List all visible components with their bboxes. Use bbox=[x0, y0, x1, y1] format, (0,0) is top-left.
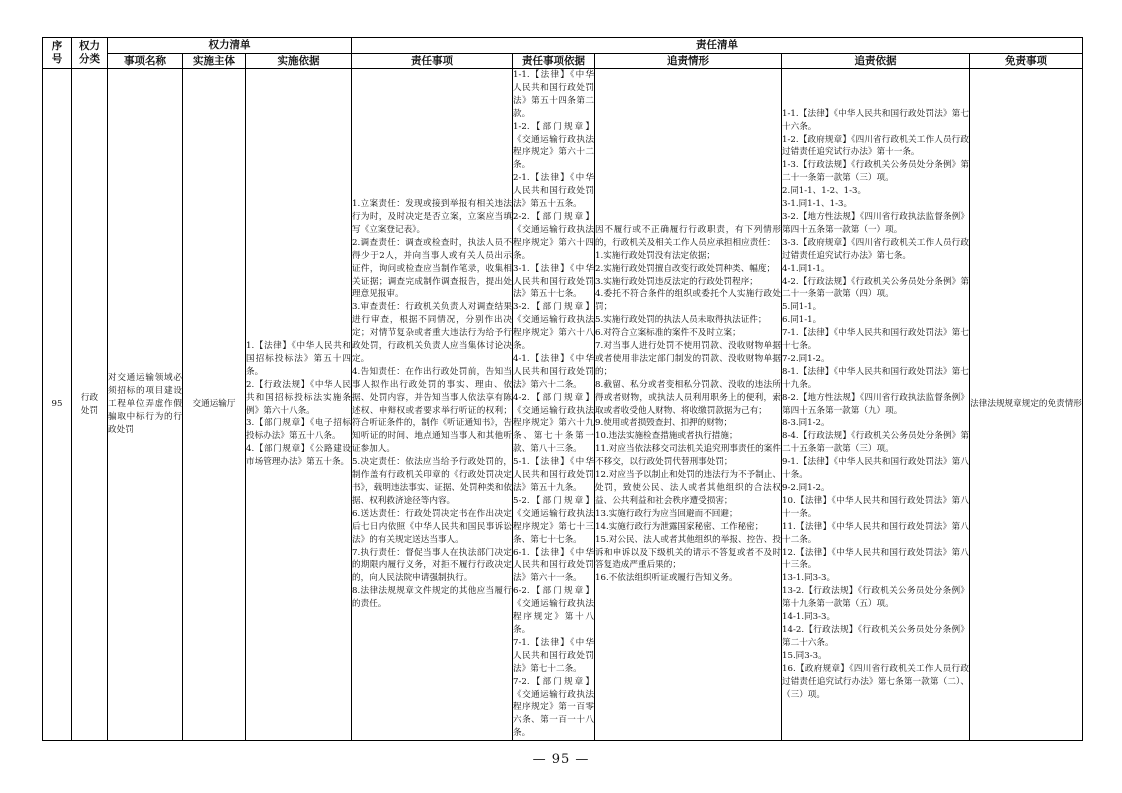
page-number: — 95 — bbox=[532, 752, 590, 767]
cell-category: 行政 处罚 bbox=[72, 69, 108, 741]
cell-exemption: 法律法规规章规定的免责情形 bbox=[970, 69, 1083, 741]
cell-acc-basis: 1-1.【法律】《中华人民共和国行政处罚法》第七十六条。 1-2.【政府规章】《四川省行政机关工作人员行政过错责任追究试行办法》第十一条。 1-3.【行政法规】《行政机关公务员处分条例》第二十一条第一款第（三）项。 2.同1-1、1-2、1-3。 3-1.同1-1、1-3。 3-2.【地方性法规】《四川省行政执法监督条例》第四十五条第一款第（一）项。 3-3.【政府规章】《四川省行政机关工作人员行政过错责任追究试行办法》第七条。 4-1.同1-1。 4-2.【行政法规】《行政机关公务员处分条例》第二十一条第一款第（四）项。 5.同1-1。 6.同1-1。 7-1.【法律】《中华人民共和国行政处罚法》第七十七条。 7-2.同1-2。 8-1.【法律】《中华人民共和国行政处罚法》第七十九条。 8-2.【地方性法规】《四川省行政执法监督条例》第四十五条第一款第（九）项。 8-3.同1-2。 8-4.【行政法规】《行政机关公务员处分条例》第二十五条第一款第（三）项。 9-1.【法律】《中华人民共和国行政处罚法》第八十条。 9-2.同1-2。 10.【法律】《中华人民共和国行政处罚法》第八十一条。 11.【法律】《中华人民共和国行政处罚法》第八十二条。 12.【法律】《中华人民共和国行政处罚法》第八十三条。 13-1.同3-3。 13-2.【行政法规】《行政机关公务员处分条例》第十九条第一款第（五）项。 14-1.同3-3。 14-2.【行政法规】《行政机关公务员处分条例》第二十六条。 15.同3-3。 16.【政府规章】《四川省行政机关工作人员行政过错责任追究试行办法》第七条第一款第（二）、（三）项。 bbox=[782, 69, 970, 741]
cell-basis: 1.【法律】《中华人民共和国招标投标法》第五十四条。 2.【行政法规】《中华人民共和国招标投标法实施条例》第六十八条。 3.【部门规章】《电子招标投标办法》第五十八条。 4.【部门规章】《公路建设市场管理办法》第五十条。 bbox=[246, 69, 352, 741]
header-resp-basis: 责任事项依据 bbox=[513, 54, 595, 69]
header-accountability: 追责情形 bbox=[595, 54, 782, 69]
header-subject: 实施主体 bbox=[183, 54, 246, 69]
header-power-list: 权力清单 bbox=[108, 38, 352, 54]
cell-seq: 95 bbox=[43, 69, 72, 741]
header-seq: 序 号 bbox=[43, 38, 72, 69]
header-acc-basis: 追责依据 bbox=[782, 54, 970, 69]
cell-accountability: 因不履行或不正确履行行政职责，有下列情形的，行政机关及相关工作人员应承担相应责任： 1.实施行政处罚没有法定依据； 2.实施行政处罚擅自改变行政处罚种类、幅度； 3.实施行政处罚违反法定的行政处罚程序； 4.委托不符合条件的组织或委托个人实施行政处罚； 5.实施行政处罚的执法人员未取得执法证件； 6.对符合立案标准的案件不及时立案； 7.对当事人进行处罚不使用罚款、没收财物单据或者使用非法定部门制发的罚款、没收财物单据的； 8.截留、私分或者变相私分罚款、没收的违法所得或者财物，或执法人员利用职务上的便利，索取或者收受他人财物、将收缴罚款据为己有； 9.使用或者损毁查封、扣押的财物； 10.违法实施检查措施或者执行措施； 11.对应当依法移交司法机关追究刑事责任的案件不移交，以行政处罚代替刑事处罚； 12.对应当予以制止和处罚的违法行为不予制止、处罚，致使公民、法人或者其他组织的合法权益、公共利益和社会秩序遭受损害； 13.实施行政行为应当回避而不回避； 14.实施行政行为泄露国家秘密、工作秘密； 15.对公民、法人或者其他组织的举报、控告、投诉和申诉以及下级机关的请示不答复或者不及时答复造成严重后果的； 16.不依法组织听证或履行告知义务。 bbox=[595, 69, 782, 741]
table-row bbox=[43, 69, 1083, 741]
cell-resp-basis: 1-1.【法律】《中华人民共和国行政处罚法》第五十四条第二款。 1-2.【部门规章】《交通运输行政执法程序规定》第六十二条。 2-1.【法律】《中华人民共和国行政处罚法》第五十五条。 2-2.【部门规章】《交通运输行政执法程序规定》第六十四条。 3-1.【法律】《中华人民共和国行政处罚法》第五十七条。 3-2.【部门规章】《交通运输行政执法程序规定》第六十八条。 4-1.【法律】《中华人民共和国行政处罚法》第六十二条。 4-2.【部门规章】《交通运输行政执法程序规定》第六十九条、第七十条第一款、第八十三条。 5-1.【法律】《中华人民共和国行政处罚法》第五十九条。 5-2.【部门规章】《交通运输行政执法程序规定》第七十三条、第七十七条。 6-1.【法律】《中华人民共和国行政处罚法》第六十一条。 6-2.【部门规章】《交通运输行政执法程序规定》第十八条。 7-1.【法律】《中华人民共和国行政处罚法》第七十二条。 7-2.【部门规章】《交通运输行政执法程序规定》第一百零六条、第一百一十八条。 bbox=[513, 69, 595, 741]
responsibility-table bbox=[42, 37, 1083, 741]
header-item-name: 事项名称 bbox=[108, 54, 183, 69]
cell-resp-item: 1.立案责任：发现或接到举报有相关违法行为时，及时决定是否立案，立案应当填写《立案登记表》。 2.调查责任：调查或检查时，执法人员不得少于2人，并向当事人或有关人员出示证件，询问或检查应当制作笔录，收集相关证据；调查完成制作调查报告，提出处理意见报审。 3.审查责任：行政机关负责人对调查结果进行审查，根据不同情况，分别作出决定；对情节复杂或者重大违法行为给予行政处罚，行政机关负责人应当集体讨论决定。 4.告知责任：在作出行政处罚前，告知当事人拟作出行政处罚的事实、理由、依据、处罚内容，并告知当事人依法享有陈述权、申辩权或者要求举行听证的权利；符合听证条件的，制作《听证通知书》，告知听证的时间、地点通知当事人和其他听证参加人。 5.决定责任：依法应当给予行政处罚的，制作盖有行政机关印章的《行政处罚决定书》，载明违法事实、证据、处罚种类和依据、权利救济途径等内容。 6.送达责任：行政处罚决定书在作出决定后七日内依照《中华人民共和国民事诉讼法》的有关规定送达当事人。 7.执行责任：督促当事人在执法部门决定的期限内履行义务，对拒不履行行政决定的，向人民法院申请强制执行。 8.法律法规规章文件规定的其他应当履行的责任。 bbox=[352, 69, 513, 741]
header-responsibility-list: 责任清单 bbox=[352, 38, 1083, 54]
cell-subject: 交通运输厅 bbox=[183, 69, 246, 741]
header-resp-item: 责任事项 bbox=[352, 54, 513, 69]
header-category: 权力 分类 bbox=[72, 38, 108, 69]
header-exemption: 免责事项 bbox=[970, 54, 1083, 69]
header-basis: 实施依据 bbox=[246, 54, 352, 69]
cell-item-name: 对交通运输领域必须招标的项目建设工程单位弄虚作假骗取中标行为的行政处罚 bbox=[108, 69, 183, 741]
